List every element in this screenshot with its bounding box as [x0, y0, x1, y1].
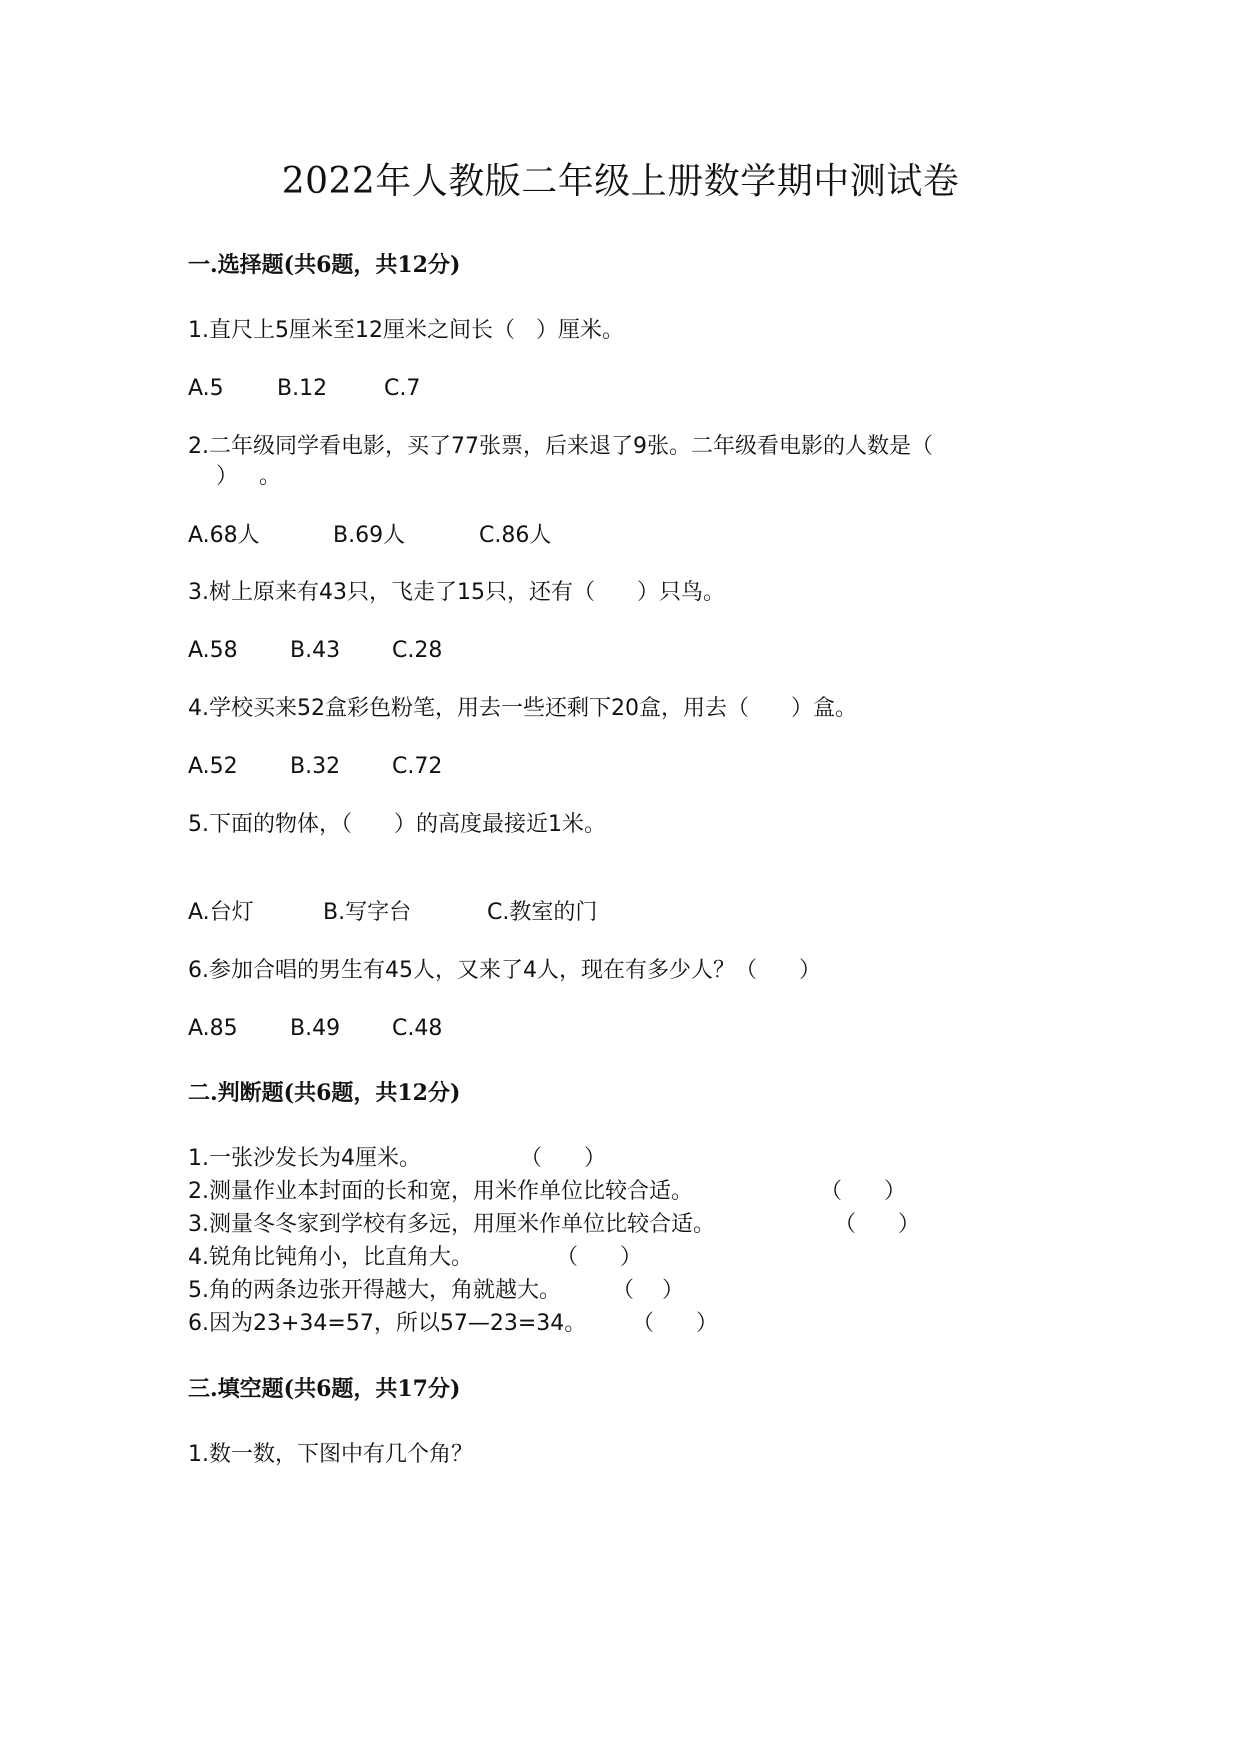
choice-question-2: 2.二年级同学看电影，买了77张票，后来退了9张。二年级看电影的人数是（ — [188, 434, 933, 459]
choice-q2-option-c: C.86人 — [479, 523, 552, 548]
judge-item-3-answer-blank: （ ） — [834, 1212, 920, 1237]
choice-q4-option-b: B.32 — [290, 754, 341, 779]
choice-q3-option-c: C.28 — [392, 638, 443, 663]
section-heading-choice: 一.选择题(共6题，共12分) — [188, 252, 461, 278]
judge-item-5: 5.角的两条边张开得越大，角就越大。 — [188, 1278, 561, 1303]
judge-item-1-answer-blank: （ ） — [520, 1146, 606, 1171]
choice-q6-option-b: B.49 — [290, 1016, 341, 1041]
choice-question-4: 4.学校买来52盒彩色粉笔，用去一些还剩下20盒，用去（ ）盒。 — [188, 696, 857, 721]
choice-question-6: 6.参加合唱的男生有45人，又来了4人，现在有多少人？（ ） — [188, 958, 821, 983]
judge-item-6: 6.因为23+34=57，所以57—23=34。 — [188, 1311, 587, 1336]
choice-q2-option-a: A.68人 — [188, 523, 260, 548]
choice-q4-option-a: A.52 — [188, 754, 238, 779]
page-title: 2022年人教版二年级上册数学期中测试卷 — [281, 161, 960, 202]
judge-item-2-answer-blank: （ ） — [820, 1179, 906, 1204]
judge-item-3: 3.测量冬冬家到学校有多远，用厘米作单位比较合适。 — [188, 1212, 715, 1237]
section-heading-fill: 三.填空题(共6题，共17分) — [188, 1376, 461, 1402]
choice-q1-option-b: B.12 — [277, 376, 328, 401]
choice-q1-option-c: C.7 — [384, 376, 421, 401]
judge-item-4-answer-blank: （ ） — [556, 1245, 642, 1270]
choice-q4-option-c: C.72 — [392, 754, 443, 779]
judge-item-5-answer-blank: （ ） — [612, 1278, 684, 1303]
choice-q3-option-b: B.43 — [290, 638, 341, 663]
choice-q6-option-a: A.85 — [188, 1016, 238, 1041]
choice-q1-option-a: A.5 — [188, 376, 224, 401]
judge-item-1: 1.一张沙发长为4厘米。 — [188, 1146, 421, 1171]
choice-q5-option-a: A.台灯 — [188, 900, 254, 925]
choice-q5-option-c: C.教室的门 — [487, 900, 598, 925]
choice-question-2-cont: ） 。 — [188, 464, 281, 489]
judge-item-4: 4.锐角比钝角小，比直角大。 — [188, 1245, 473, 1270]
choice-q3-option-a: A.58 — [188, 638, 238, 663]
fill-question-1: 1.数一数，下图中有几个角？ — [188, 1442, 473, 1467]
choice-question-5: 5.下面的物体，（ ）的高度最接近1米。 — [188, 812, 606, 837]
choice-q5-option-b: B.写字台 — [323, 900, 412, 925]
judge-item-2: 2.测量作业本封面的长和宽，用米作单位比较合适。 — [188, 1179, 693, 1204]
choice-question-1: 1.直尺上5厘米至12厘米之间长（ ）厘米。 — [188, 318, 624, 343]
choice-question-3: 3.树上原来有43只，飞走了15只，还有（ ）只鸟。 — [188, 580, 725, 605]
choice-q2-option-b: B.69人 — [333, 523, 406, 548]
choice-q6-option-c: C.48 — [392, 1016, 443, 1041]
section-heading-judge: 二.判断题(共6题，共12分) — [188, 1080, 461, 1106]
judge-item-6-answer-blank: （ ） — [632, 1311, 718, 1336]
